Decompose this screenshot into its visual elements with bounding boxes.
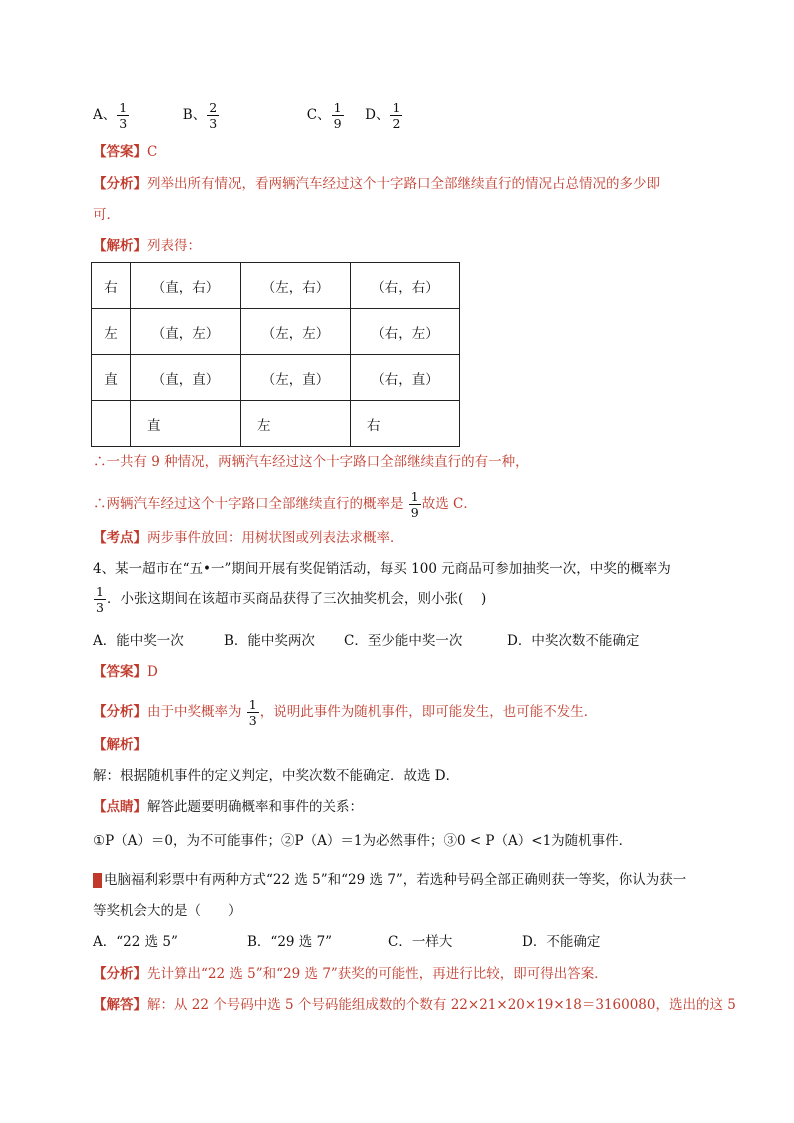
option-c-fraction: $\frac{1}{9}$ xyxy=(333,100,342,131)
conclusion-fraction: $\frac{1}{9}$ xyxy=(410,489,419,520)
table-row xyxy=(92,355,460,401)
comment-text: 解答此题要明确概率和事件的关系： xyxy=(147,799,363,815)
solution-intro: 列表得： xyxy=(147,238,201,254)
q4-answer xyxy=(93,663,158,681)
point-text: 两步事件放回：用树状图或列表法求概率． xyxy=(147,530,404,546)
q4-analysis xyxy=(93,698,597,727)
option-c-label: C、 xyxy=(306,107,331,123)
solution-tag: 【解析】 xyxy=(93,737,147,753)
analysis-text: 先计算出“22 选 5”和“29 选 7”获奖的可能性，再进行比较，即可得出答案． xyxy=(147,966,608,982)
analysis-text: 列举出所有情况，看两辆汽车经过这个十字路口全部继续直行的情况占总情况的多少即 xyxy=(147,176,660,192)
q4-solution-text: 解：根据随机事件的定义判定，中奖次数不能确定．故选 D． xyxy=(93,768,460,784)
q5-option-a: A．“22 选 5” xyxy=(93,934,178,950)
solution-tag: 【解析】 xyxy=(93,238,147,254)
table-cell: 左 xyxy=(241,401,351,447)
table-cell: （左，左） xyxy=(241,309,351,355)
table-cell: （直，直） xyxy=(131,355,241,401)
table-row xyxy=(92,263,460,309)
table-row xyxy=(92,401,460,447)
comment-tag: 【点睛】 xyxy=(93,799,147,815)
q4-option-a: A．能中奖一次 xyxy=(93,633,184,649)
table-cell: 右 xyxy=(92,263,131,309)
table-cell: （右，左） xyxy=(351,309,460,355)
q5-option-d: D．不能确定 xyxy=(522,934,601,950)
option-a-label: A、 xyxy=(93,107,117,123)
answer-tag: 【答案】 xyxy=(93,144,147,160)
solution-tag: 【解答】 xyxy=(93,997,147,1013)
q4-stem: 4、某一超市在“五•一”期间开展有奖促销活动，每买 100 元商品可参加抽奖一次，中奖的概率为 xyxy=(93,561,671,577)
conclusion-choice: 故选 C． xyxy=(421,496,477,512)
q5-stem-text: 电脑福利彩票中有两种方式“22 选 5”和“29 选 7”，若选种号码全部正确则获一等奖，你认为获一 xyxy=(104,872,687,888)
answer-value: D xyxy=(147,664,158,680)
q4-relations xyxy=(93,832,632,850)
q3-analysis-cont: 可． xyxy=(93,207,120,223)
q3-conclusion-2 xyxy=(93,490,477,519)
solution-text: 解：从 22 个号码中选 5 个号码能组成数的个数有 22×21×20×19×18＝3160080，选出的这 5 xyxy=(147,997,736,1013)
table-cell: 直 xyxy=(131,401,241,447)
analysis-text-cont: ，说明此事件为随机事件，即可能发生，也可能不发生． xyxy=(259,704,598,720)
q5-option-b: B．“29 选 7” xyxy=(247,934,333,950)
q4-comment xyxy=(93,798,363,816)
q3-answer xyxy=(93,143,157,161)
relation-certain: P（A）＝1为必然事件；③ xyxy=(294,833,457,849)
q4-option-b: B．能中奖两次 xyxy=(224,633,315,649)
q3-point xyxy=(93,529,404,547)
q4-solution-tag xyxy=(93,736,147,754)
point-tag: 【考点】 xyxy=(93,530,147,546)
table-cell xyxy=(92,401,131,447)
table-cell: （左，右） xyxy=(241,263,351,309)
analysis-tag: 【分析】 xyxy=(93,704,147,720)
answer-value: C xyxy=(147,144,158,160)
relation-random: 0 < P（A）<1为随机事件． xyxy=(456,833,633,849)
option-b-fraction: $\frac{2}{3}$ xyxy=(209,100,218,131)
q4-option-d: D．中奖次数不能确定 xyxy=(507,633,640,649)
option-a-fraction: $\frac{1}{3}$ xyxy=(119,100,128,131)
table-row xyxy=(92,309,460,355)
q3-options xyxy=(93,101,403,130)
analysis-tag: 【分析】 xyxy=(93,176,147,192)
table-cell: （右，直） xyxy=(351,355,460,401)
q4-stem-cont xyxy=(93,585,486,614)
outcome-table xyxy=(91,262,460,447)
q3-analysis xyxy=(93,175,660,193)
table-cell: （直，右） xyxy=(131,263,241,309)
table-cell: （直，左） xyxy=(131,309,241,355)
q5-stem-cont: 等奖机会大的是（ ） xyxy=(93,903,242,919)
option-d-fraction: $\frac{1}{2}$ xyxy=(392,100,401,131)
table-cell: 直 xyxy=(92,355,131,401)
q3-conclusion-1: ∴一共有 9 种情况，两辆汽车经过这个十字路口全部继续直行的有一种， xyxy=(93,454,529,470)
q4-probability-fraction: $\frac{1}{3}$ xyxy=(96,584,104,615)
q4-option-c: C．至少能中奖一次 xyxy=(344,633,463,649)
table-cell: 左 xyxy=(92,309,131,355)
option-d-label: D、 xyxy=(365,107,390,123)
conclusion-text: ∴两辆汽车经过这个十字路口全部继续直行的概率是 xyxy=(93,496,404,512)
question-marker-icon xyxy=(93,873,102,888)
analysis-fraction: $\frac{1}{3}$ xyxy=(248,697,257,728)
q5-option-c: C．一样大 xyxy=(388,934,453,950)
option-b-label: B、 xyxy=(182,107,207,123)
q5-solution xyxy=(93,996,736,1014)
analysis-tag: 【分析】 xyxy=(93,966,147,982)
table-cell: （左，直） xyxy=(241,355,351,401)
relation-impossible: ①P（A）＝0，为不可能事件；② xyxy=(93,833,295,849)
analysis-text: 由于中奖概率为 xyxy=(147,704,242,720)
q5-analysis xyxy=(93,965,608,983)
answer-tag: 【答案】 xyxy=(93,664,147,680)
table-cell: （右，右） xyxy=(351,263,460,309)
q4-stem-text: ．小张这期间在该超市买商品获得了三次抽奖机会，则小张( ) xyxy=(106,591,487,607)
q3-solution xyxy=(93,237,201,255)
table-cell: 右 xyxy=(351,401,460,447)
q5-stem xyxy=(93,871,686,889)
